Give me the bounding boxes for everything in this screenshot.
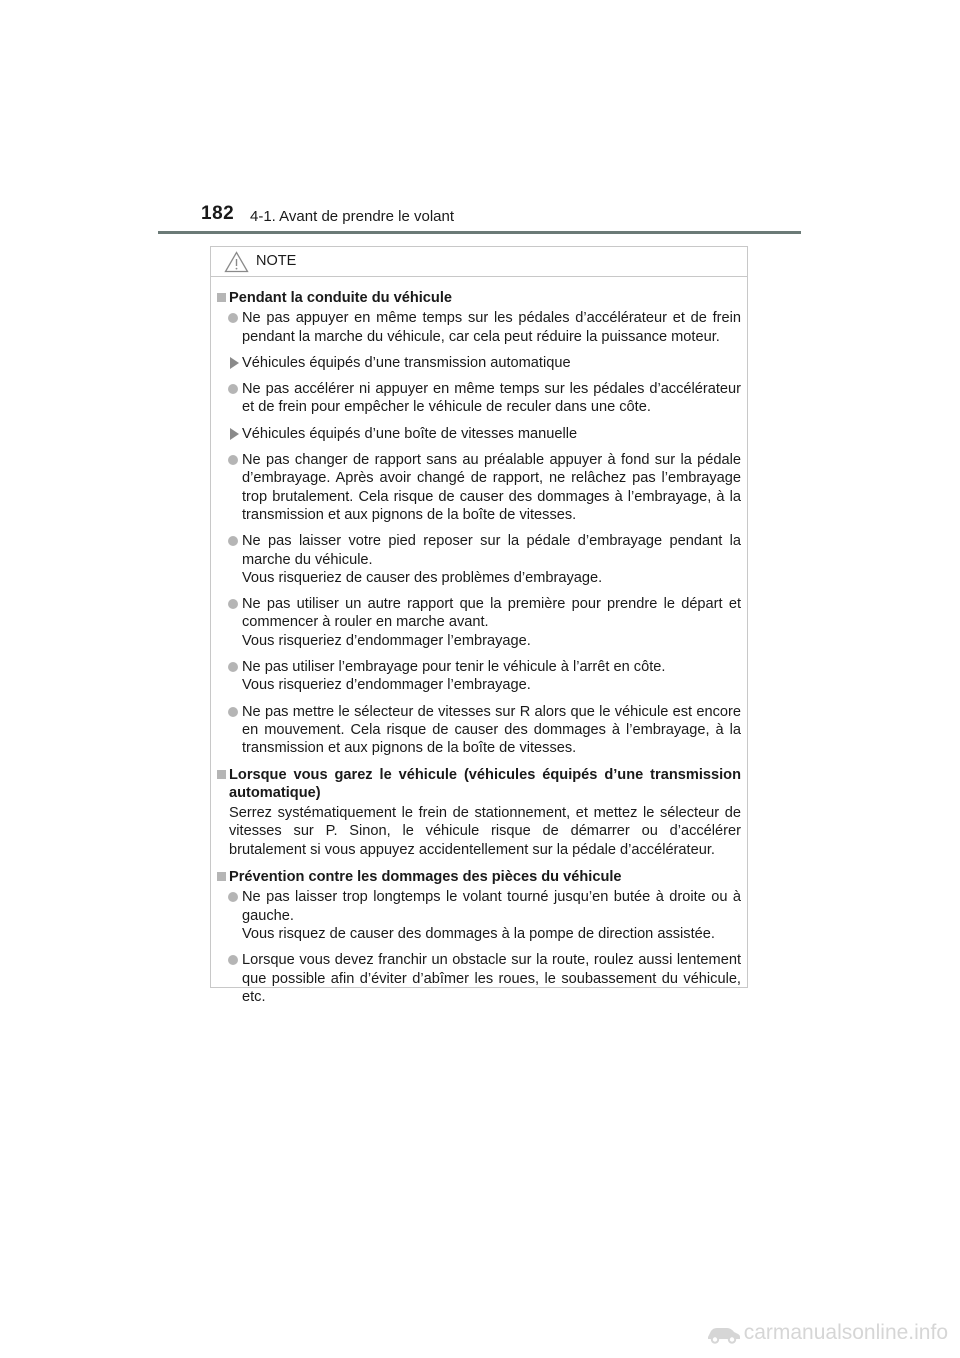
- section-heading: [217, 868, 741, 886]
- list-item: [217, 380, 741, 417]
- condition-subheading: [217, 425, 741, 443]
- note-box: [210, 246, 748, 1005]
- round-bullet-icon: [228, 662, 238, 672]
- text-line: Ne pas accélérer ni appuyer en même temps sur les pédales d’accélérateur et de frein pour empêcher le véhicule de reculer dans une côte.: [242, 381, 741, 416]
- text-line: Ne pas changer de rapport sans au préalable appuyer à fond sur la pédale d’embrayage. Après avoir changé de rapport, ne relâchez pas l’embrayage trop brutalement. Cela risque de causer des dommages à l’embrayage, à la transmission et aux pignons de la boîte de vitesses.: [242, 452, 741, 523]
- round-bullet-icon: [228, 955, 238, 965]
- text-line: Ne pas utiliser un autre rapport que la première pour prendre le départ et commencer à rouler en marche avant.: [242, 596, 741, 631]
- text-line: Ne pas laisser trop longtemps le volant tourné jusqu’en butée à droite ou à gauche.: [242, 889, 741, 924]
- round-bullet-icon: [228, 707, 238, 717]
- list-item: [217, 951, 741, 1006]
- text-line: Vous risqueriez d’endommager l’embrayage.: [242, 632, 531, 649]
- round-bullet-icon: [228, 599, 238, 609]
- car-icon: [705, 1322, 741, 1344]
- section-heading-text: Pendant la conduite du véhicule: [229, 290, 452, 306]
- text-line: Ne pas laisser votre pied reposer sur la pédale d’embrayage pendant la marche du véhicule.: [242, 533, 741, 568]
- round-bullet-icon: [228, 313, 238, 323]
- text-line: Vous risqueriez de causer des problèmes d’embrayage.: [242, 569, 603, 586]
- text-line: Ne pas utiliser l’embrayage pour tenir le véhicule à l’arrêt en côte.: [242, 659, 666, 676]
- section-heading: [217, 289, 741, 307]
- square-bullet-icon: [217, 872, 226, 881]
- text-line: Ne pas mettre le sélecteur de vitesses sur R alors que le véhicule est encore en mouvement. Cela risque de causer des dommages à l’embrayage, à la transmission et aux pignons de la boîte de vitesses.: [242, 703, 741, 757]
- watermark-text: carmanualsonline.info: [743, 1321, 948, 1344]
- list-item: [217, 658, 741, 695]
- list-item: [217, 451, 741, 524]
- round-bullet-icon: [228, 455, 238, 465]
- paragraph: [217, 804, 741, 859]
- section-heading: [217, 766, 741, 803]
- watermark: [705, 1314, 948, 1352]
- text-line: Véhicules équipés d’une boîte de vitesses manuelle: [242, 425, 578, 442]
- text-line: Serrez systématiquement le frein de stationnement, et mettez le sélecteur de vitesses sur P. Sinon, le véhicule risque de démarrer ou d’accélérer brutalement si vous appuyez accidentellement sur la pédale d’accélérateur.: [229, 805, 741, 858]
- triangle-arrow-icon: [230, 357, 239, 369]
- list-item: [217, 888, 741, 943]
- section-heading-text: Prévention contre les dommages des pièces du véhicule: [229, 869, 622, 886]
- text-line: Vous risqueriez d’endommager l’embrayage.: [242, 677, 531, 694]
- page-number: 182: [201, 203, 235, 224]
- list-item: [217, 595, 741, 650]
- text-line: Vous risquez de causer des dommages à la pompe de direction assistée.: [242, 925, 715, 942]
- square-bullet-icon: [217, 293, 226, 302]
- text-line: Lorsque vous devez franchir un obstacle sur la route, roulez aussi lentement que possible afin d’éviter d’abîmer les roues, le soubassement du véhicule, etc.: [242, 952, 741, 1005]
- section-heading-text: Lorsque vous garez le véhicule (véhicules équipés d’une transmission automatique): [229, 766, 741, 801]
- text-line: Ne pas appuyer en même temps sur les pédales d’accélérateur et de frein pendant la marche du véhicule, car cela peut réduire la puissance moteur.: [242, 310, 741, 345]
- condition-subheading: [217, 354, 741, 372]
- round-bullet-icon: [228, 384, 238, 394]
- warning-triangle-icon: [224, 251, 249, 273]
- list-item: [217, 703, 741, 758]
- note-header: [211, 247, 747, 277]
- round-bullet-icon: [228, 892, 238, 902]
- text-line: Véhicules équipés d’une transmission automatique: [242, 354, 571, 371]
- section-title: 4-1. Avant de prendre le volant: [250, 208, 455, 225]
- square-bullet-icon: [217, 770, 226, 779]
- triangle-arrow-icon: [230, 428, 239, 440]
- list-item: [217, 309, 741, 346]
- header-rule: [158, 231, 801, 234]
- note-body: [211, 277, 747, 1006]
- note-label: NOTE: [256, 253, 297, 269]
- list-item: [217, 532, 741, 587]
- round-bullet-icon: [228, 536, 238, 546]
